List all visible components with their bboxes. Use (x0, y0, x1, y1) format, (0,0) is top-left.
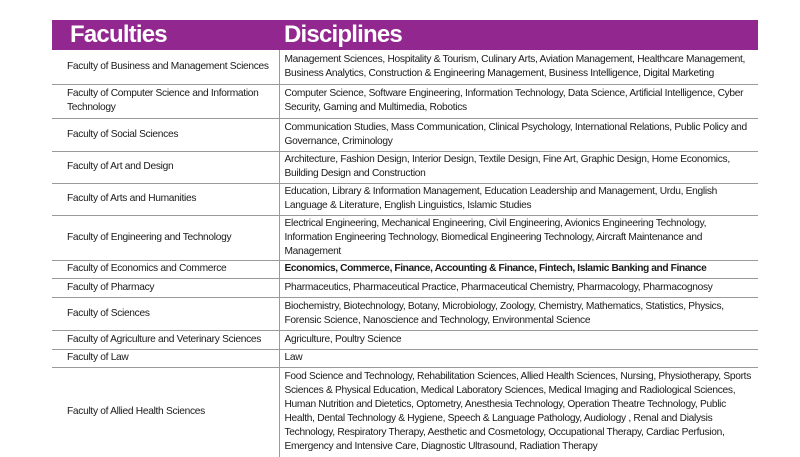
discipline-list: Agriculture, Poultry Science (279, 330, 758, 349)
discipline-list: Management Sciences, Hospitality & Tourism, Culinary Arts, Aviation Management, Healthcare Management, Business Analytics, Construction & Engineering Management, Business Intelligence, Digital Marketing (279, 50, 758, 84)
table-row (52, 330, 758, 349)
faculty-name: Faculty of Art and Design (52, 151, 279, 183)
faculty-name: Faculty of Economics and Commerce (52, 260, 279, 278)
faculties-table (52, 20, 758, 457)
table-row (52, 84, 758, 118)
faculty-name: Faculty of Arts and Humanities (52, 183, 279, 215)
faculty-name: Faculty of Sciences (52, 297, 279, 330)
table-row (52, 260, 758, 278)
faculty-name: Faculty of Engineering and Technology (52, 215, 279, 260)
discipline-list: Computer Science, Software Engineering, Information Technology, Data Science, Artificial Intelligence, Cyber Security, Gaming and Multimedia, Robotics (279, 84, 758, 118)
table-row (52, 297, 758, 330)
discipline-list: Economics, Commerce, Finance, Accounting & Finance, Fintech, Islamic Banking and Finance (279, 260, 758, 278)
table-row (52, 118, 758, 151)
header-row (52, 20, 758, 50)
table-body (52, 50, 758, 457)
discipline-list: Pharmaceutics, Pharmaceutical Practice, Pharmaceutical Chemistry, Pharmacology, Pharmacognosy (279, 278, 758, 297)
discipline-list: Food Science and Technology, Rehabilitation Sciences, Allied Health Sciences, Nursing, Physiotherapy, Sports Sciences & Physical Education, Medical Laboratory Sciences, Medical Imaging and Radiological Sciences, Human Nutrition and Dietetics, Optometry, Anesthesia Technology, Operation Theatre Technology, Public Health, Dental Technology & Hygiene, Speech & Language Pathology, Audiology , Renal and Dialysis Technology, Respiratory Therapy, Aesthetic and Cosmetology, Occupational Therapy, Cardiac Perfusion, Emergency and Intensive Care, Diagnostic Ultrasound, Radiation Therapy (284, 371, 752, 453)
discipline-list: Architecture, Fashion Design, Interior Design, Textile Design, Fine Art, Graphic Design, Home Economics, Building Design and Construction (279, 151, 758, 183)
faculty-name: Faculty of Pharmacy (52, 278, 279, 297)
faculty-name: Faculty of Social Sciences (52, 118, 279, 151)
table-row (52, 278, 758, 297)
table-row (52, 183, 758, 215)
table-header (52, 20, 758, 50)
faculty-name: Faculty of Computer Science and Information Technology (52, 84, 279, 118)
faculty-name: Faculty of Law (52, 349, 279, 367)
faculty-name: Faculty of Allied Health Sciences (52, 367, 279, 457)
table-row (52, 50, 758, 84)
faculty-name: Faculty of Agriculture and Veterinary Sciences (52, 330, 279, 349)
discipline-list: Education, Library & Information Management, Education Leadership and Management, Urdu, English Language & Literature, English Linguistics, Islamic Studies (279, 183, 758, 215)
faculties-header: Faculties (52, 20, 279, 50)
table-row (52, 151, 758, 183)
disciplines-header: Disciplines (279, 20, 758, 50)
discipline-list: Communication Studies, Mass Communication, Clinical Psychology, International Relations, Public Policy and Governance, Criminology (279, 118, 758, 151)
table-row (52, 215, 758, 260)
discipline-list: Biochemistry, Biotechnology, Botany, Microbiology, Zoology, Chemistry, Mathematics, Statistics, Physics, Forensic Science, Nanoscience and Technology, Environmental Science (279, 297, 758, 330)
discipline-list: Law (279, 349, 758, 367)
table-row (52, 349, 758, 367)
faculty-name: Faculty of Business and Management Sciences (52, 50, 279, 84)
discipline-list: Electrical Engineering, Mechanical Engineering, Civil Engineering, Avionics Engineering Technology, Information Engineering Technology, Biomedical Engineering Technology, Aircraft Maintenance and Management (279, 215, 758, 260)
table-row (52, 367, 758, 457)
